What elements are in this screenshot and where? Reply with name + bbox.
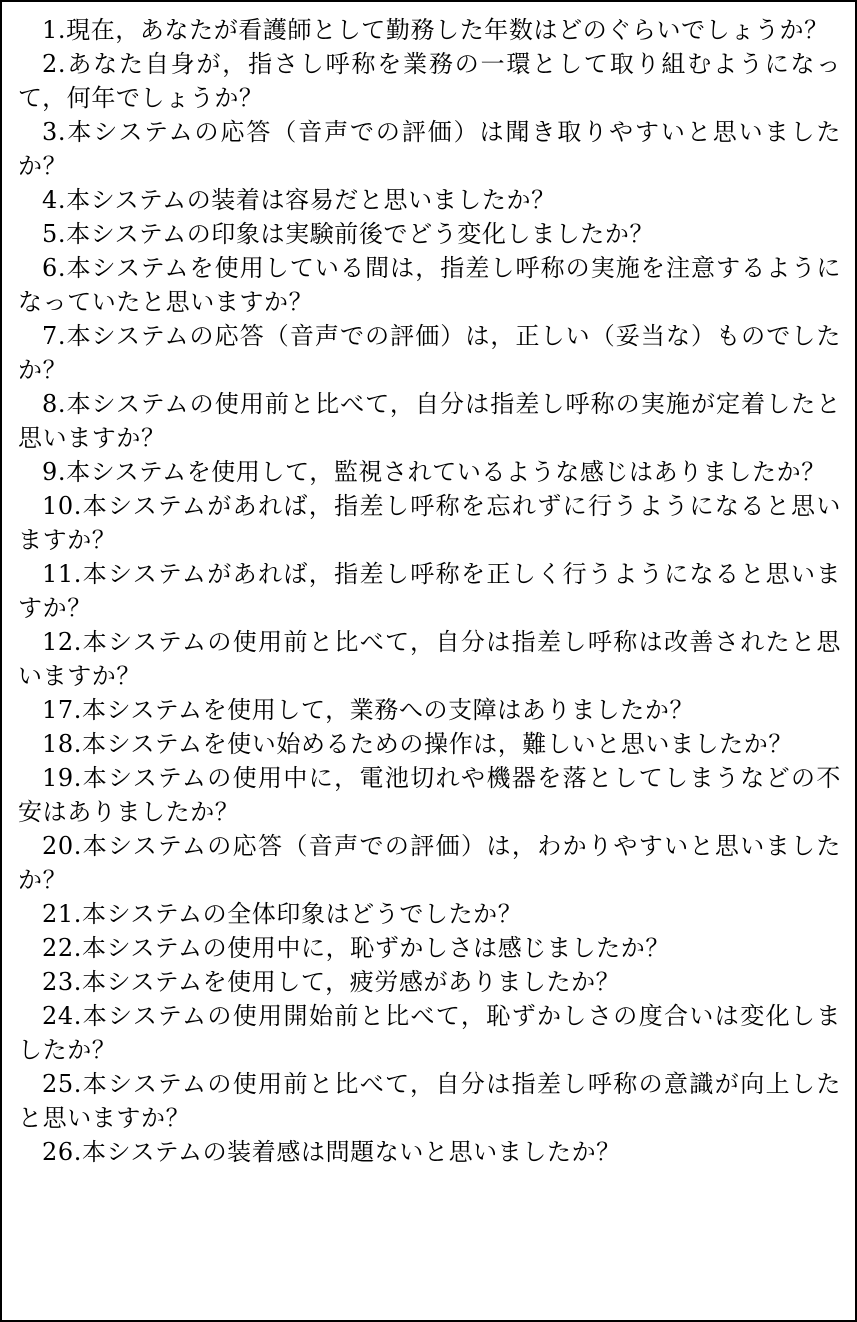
question-item: 12.本システムの使用前と比べて，自分は指差し呼称は改善されたと思いますか？ — [18, 628, 841, 690]
question-item: 20.本システムの応答（音声での評価）は，わかりやすいと思いましたか？ — [18, 832, 841, 894]
question-item: 8.本システムの使用前と比べて，自分は指差し呼称の実施が定着したと思いますか？ — [18, 390, 841, 452]
question-item: 25.本システムの使用前と比べて，自分は指差し呼称の意識が向上したと思いますか？ — [18, 1070, 841, 1132]
question-item: 22.本システムの使用中に，恥ずかしさは感じましたか？ — [42, 934, 670, 962]
question-item: 26.本システムの装着感は問題ないと思いましたか？ — [42, 1138, 621, 1166]
question-item: 18.本システムを使い始めるための操作は，難しいと思いましたか？ — [42, 730, 793, 758]
question-item: 6.本システムを使用している間は，指差し呼称の実施を注意するようになっていたと思いますか？ — [18, 254, 841, 316]
question-item: 2.あなた自身が，指さし呼称を業務の一環として取り組むようになって，何年でしょうか？ — [18, 50, 841, 112]
question-item: 5.本システムの印象は実験前後でどう変化しましたか？ — [42, 220, 655, 248]
question-list — [18, 13, 841, 1169]
question-item: 10.本システムがあれば，指差し呼称を忘れずに行うようになると思いますか？ — [18, 492, 841, 554]
question-item: 21.本システムの全体印象はどうでしたか？ — [42, 900, 523, 928]
question-item: 4.本システムの装着は容易だと思いましたか？ — [42, 186, 556, 214]
question-item: 23.本システムを使用して，疲労感がありましたか？ — [42, 968, 621, 996]
question-item: 19.本システムの使用中に，電池切れや機器を落としてしまうなどの不安はありましたか？ — [18, 764, 841, 826]
question-item: 17.本システムを使用して，業務への支障はありましたか？ — [42, 696, 695, 724]
question-item: 11.本システムがあれば，指差し呼称を正しく行うようになると思いますか？ — [18, 560, 841, 622]
question-item: 3.本システムの応答（音声での評価）は聞き取りやすいと思いましたか？ — [18, 118, 841, 180]
question-item: 24.本システムの使用開始前と比べて，恥ずかしさの度合いは変化しましたか？ — [18, 1002, 841, 1064]
question-item: 9.本システムを使用して，監視されているような感じはありましたか？ — [42, 458, 826, 486]
question-item: 7.本システムの応答（音声での評価）は，正しい（妥当な）ものでしたか？ — [18, 322, 841, 384]
question-item: 1.現在，あなたが看護師として勤務した年数はどのぐらいでしょうか？ — [42, 16, 829, 44]
